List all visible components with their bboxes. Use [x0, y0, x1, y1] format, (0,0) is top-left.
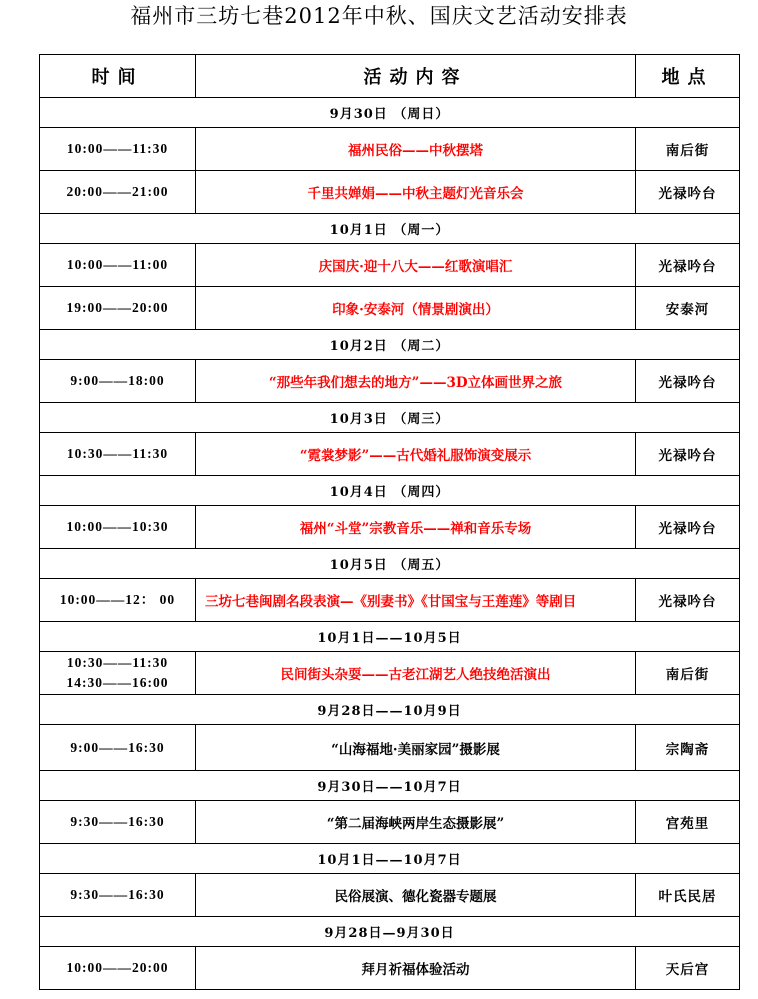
time-range: 9:00——16:30	[70, 739, 165, 755]
date-label: 10月1日——10月7日	[40, 844, 740, 874]
event-activity: “那些年我们想去的地方”——3D立体画世界之旅	[196, 360, 636, 403]
event-row	[40, 360, 740, 403]
event-row	[40, 433, 740, 476]
event-activity: “霓裳梦影”——古代婚礼服饰演变展示	[196, 433, 636, 476]
event-row	[40, 244, 740, 287]
event-row	[40, 947, 740, 990]
date-row	[40, 403, 740, 433]
event-time	[40, 244, 196, 287]
event-location: 光禄吟台	[636, 506, 740, 549]
date-label: 9月28日——10月9日	[40, 695, 740, 725]
date-row	[40, 844, 740, 874]
date-row	[40, 476, 740, 506]
time-range: 10:00——20:00	[66, 960, 169, 975]
date-row	[40, 917, 740, 947]
event-row	[40, 506, 740, 549]
time-range: 10:30——11:30	[66, 446, 169, 461]
event-location: 叶氏民居	[636, 874, 740, 917]
date-label: 9月28日—9月30日	[40, 917, 740, 947]
header-row	[40, 55, 740, 98]
event-activity: 民间街头杂耍——古老江湖艺人绝技绝活演出	[196, 652, 636, 695]
schedule-table	[39, 54, 740, 990]
time-range: 9:30——16:30	[70, 814, 165, 829]
date-label: 10月1日——10月5日	[40, 622, 740, 652]
time-range: 10:00——10:30	[66, 519, 169, 534]
event-time	[40, 360, 196, 403]
event-time	[40, 874, 196, 917]
event-activity: 拜月祈福体验活动	[196, 947, 636, 990]
event-location: 南后街	[636, 128, 740, 171]
time-range: 9:00——18:00	[70, 373, 165, 388]
event-row	[40, 579, 740, 622]
event-location: 光禄吟台	[636, 579, 740, 622]
time-range: 9:30——16:30	[70, 887, 165, 902]
event-location: 南后街	[636, 652, 740, 695]
time-range: 20:00——21:00	[66, 184, 169, 199]
date-row	[40, 214, 740, 244]
event-row	[40, 171, 740, 214]
time-range: 10:00——11:30	[66, 141, 169, 156]
event-row	[40, 725, 740, 771]
event-time	[40, 171, 196, 214]
event-location: 光禄吟台	[636, 360, 740, 403]
event-time	[40, 506, 196, 549]
time-range: 10:30——11:30	[66, 655, 169, 670]
event-activity: 福州“斗堂”宗教音乐——禅和音乐专场	[196, 506, 636, 549]
event-activity: “山海福地·美丽家园”摄影展	[196, 725, 636, 771]
document-title: 福州市三坊七巷2012年中秋、国庆文艺活动安排表	[130, 4, 628, 28]
event-time	[40, 579, 196, 622]
header-time: 时间	[40, 55, 196, 98]
event-activity: 福州民俗——中秋摆塔	[196, 128, 636, 171]
event-location: 宗陶斋	[636, 725, 740, 771]
date-row	[40, 622, 740, 652]
event-location: 光禄吟台	[636, 244, 740, 287]
event-activity: 印象·安泰河（情景剧演出）	[196, 287, 636, 330]
event-activity: 民俗展演、德化瓷器专题展	[196, 874, 636, 917]
event-location: 天后宫	[636, 947, 740, 990]
event-activity: 千里共婵娟——中秋主题灯光音乐会	[196, 171, 636, 214]
time-range: 10:00——12： 00	[59, 592, 176, 607]
event-location: 安泰河	[636, 287, 740, 330]
time-range: 10:00——11:00	[66, 257, 169, 272]
date-label: 10月1日 （周一）	[40, 214, 740, 244]
event-time	[40, 725, 196, 771]
date-label: 10月2日 （周二）	[40, 330, 740, 360]
date-label: 10月5日 （周五）	[40, 549, 740, 579]
event-row	[40, 287, 740, 330]
date-row	[40, 330, 740, 360]
time-range: 14:30——16:00	[66, 675, 169, 690]
time-range: 19:00——20:00	[66, 300, 169, 315]
event-row	[40, 874, 740, 917]
date-row	[40, 771, 740, 801]
header-location: 地点	[636, 55, 740, 98]
event-time	[40, 128, 196, 171]
event-activity: 三坊七巷闽剧名段表演—《别妻书》《甘国宝与王莲莲》等剧目	[196, 579, 636, 622]
date-label: 10月4日 （周四）	[40, 476, 740, 506]
event-time	[40, 433, 196, 476]
event-activity: “第二届海峡两岸生态摄影展”	[196, 801, 636, 844]
event-time	[40, 652, 196, 695]
date-row	[40, 549, 740, 579]
event-time	[40, 287, 196, 330]
header-activity: 活动内容	[196, 55, 636, 98]
event-location: 光禄吟台	[636, 433, 740, 476]
date-label: 10月3日 （周三）	[40, 403, 740, 433]
event-row	[40, 128, 740, 171]
event-row	[40, 652, 740, 695]
date-row	[40, 695, 740, 725]
event-location: 光禄吟台	[636, 171, 740, 214]
event-activity: 庆国庆·迎十八大——红歌演唱汇	[196, 244, 636, 287]
event-time	[40, 801, 196, 844]
date-label: 9月30日——10月7日	[40, 771, 740, 801]
schedule-body	[40, 55, 740, 990]
date-row	[40, 98, 740, 128]
event-location: 宫苑里	[636, 801, 740, 844]
event-time	[40, 947, 196, 990]
date-label: 9月30日 （周日）	[40, 98, 740, 128]
event-row	[40, 801, 740, 844]
